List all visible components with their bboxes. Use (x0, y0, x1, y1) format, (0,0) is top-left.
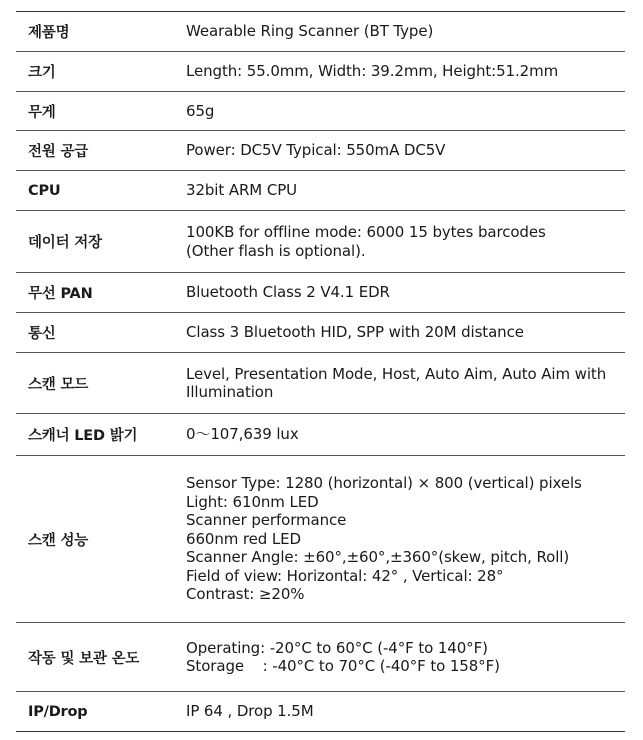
spec-label: 무선 PAN (16, 273, 186, 313)
spec-value (186, 313, 625, 353)
spec-label: 통신 (16, 313, 186, 353)
spec-label: 스캔 모드 (16, 353, 186, 414)
spec-value-line: Operating: -20°C to 60°C (-4°F to 140°F) (186, 638, 488, 657)
spec-value (186, 131, 625, 171)
spec-table (16, 11, 625, 732)
spec-label: 크기 (16, 52, 186, 92)
spec-label: 작동 및 보관 온도 (16, 623, 186, 692)
spec-row-led-brightness (16, 414, 625, 456)
spec-value-line: Wearable Ring Scanner (BT Type) (186, 22, 434, 41)
spec-row-wireless-pan (16, 273, 625, 313)
spec-value (186, 456, 625, 623)
spec-label: 무게 (16, 92, 186, 131)
spec-label: 스캐너 LED 밝기 (16, 414, 186, 456)
spec-label: 스캔 성능 (16, 456, 186, 623)
spec-row-power (16, 131, 625, 171)
spec-value-line: 660nm red LED (186, 529, 301, 548)
spec-value-line: Class 3 Bluetooth HID, SPP with 20M distance (186, 323, 524, 342)
spec-value (186, 353, 625, 414)
spec-value-line: Scanner Angle: ±60°,±60°,±360°(skew, pitch, Roll) (186, 548, 570, 567)
spec-value-line: Contrast: ≥20% (186, 585, 305, 604)
spec-label: 전원 공급 (16, 131, 186, 171)
spec-value-line: Length: 55.0mm, Width: 39.2mm, Height:51.2mm (186, 62, 559, 81)
spec-value-line: IP 64 , Drop 1.5M (186, 702, 314, 721)
spec-value-line: (Other flash is optional). (186, 241, 366, 260)
spec-value-line: Level, Presentation Mode, Host, Auto Aim, Auto Aim with (186, 364, 607, 383)
spec-value-line: Power: DC5V Typical: 550mA DC5V (186, 141, 446, 160)
spec-label: CPU (16, 171, 186, 211)
spec-row-ip-drop (16, 692, 625, 732)
spec-row-temperature (16, 623, 625, 692)
spec-value-line: Bluetooth Class 2 V4.1 EDR (186, 283, 390, 302)
spec-value-line: 100KB for offline mode: 6000 15 bytes barcodes (186, 223, 546, 241)
spec-value-line: 65g (186, 101, 215, 120)
spec-value-line: 32bit ARM CPU (186, 181, 298, 200)
spec-value (186, 414, 625, 456)
spec-value (186, 273, 625, 313)
spec-value-line: Storage : -40°C to 70°C (-40°F to 158°F) (186, 657, 500, 675)
spec-value-line: Illumination (186, 383, 274, 401)
spec-label: IP/Drop (16, 692, 186, 732)
spec-row-size (16, 52, 625, 92)
spec-value-line: 0～107,639 lux (186, 425, 299, 444)
spec-value (186, 52, 625, 92)
spec-row-communication (16, 313, 625, 353)
spec-row-product-name (16, 12, 625, 52)
spec-value-line: Sensor Type: 1280 (horizontal) × 800 (vertical) pixels (186, 474, 582, 493)
spec-value-line: Field of view: Horizontal: 42° , Vertical: 28° (186, 566, 504, 585)
spec-value (186, 12, 625, 52)
spec-value (186, 92, 625, 131)
spec-value-line: Scanner performance (186, 511, 347, 530)
spec-label: 데이터 저장 (16, 211, 186, 273)
spec-row-cpu (16, 171, 625, 211)
spec-row-weight (16, 92, 625, 131)
spec-value (186, 211, 625, 273)
spec-value (186, 623, 625, 692)
spec-row-storage (16, 211, 625, 273)
spec-row-scan-mode (16, 353, 625, 414)
spec-row-scan-performance (16, 456, 625, 623)
spec-label: 제품명 (28, 25, 70, 41)
spec-value-line: Light: 610nm LED (186, 492, 319, 511)
spec-value (186, 692, 625, 732)
spec-value (186, 171, 625, 211)
